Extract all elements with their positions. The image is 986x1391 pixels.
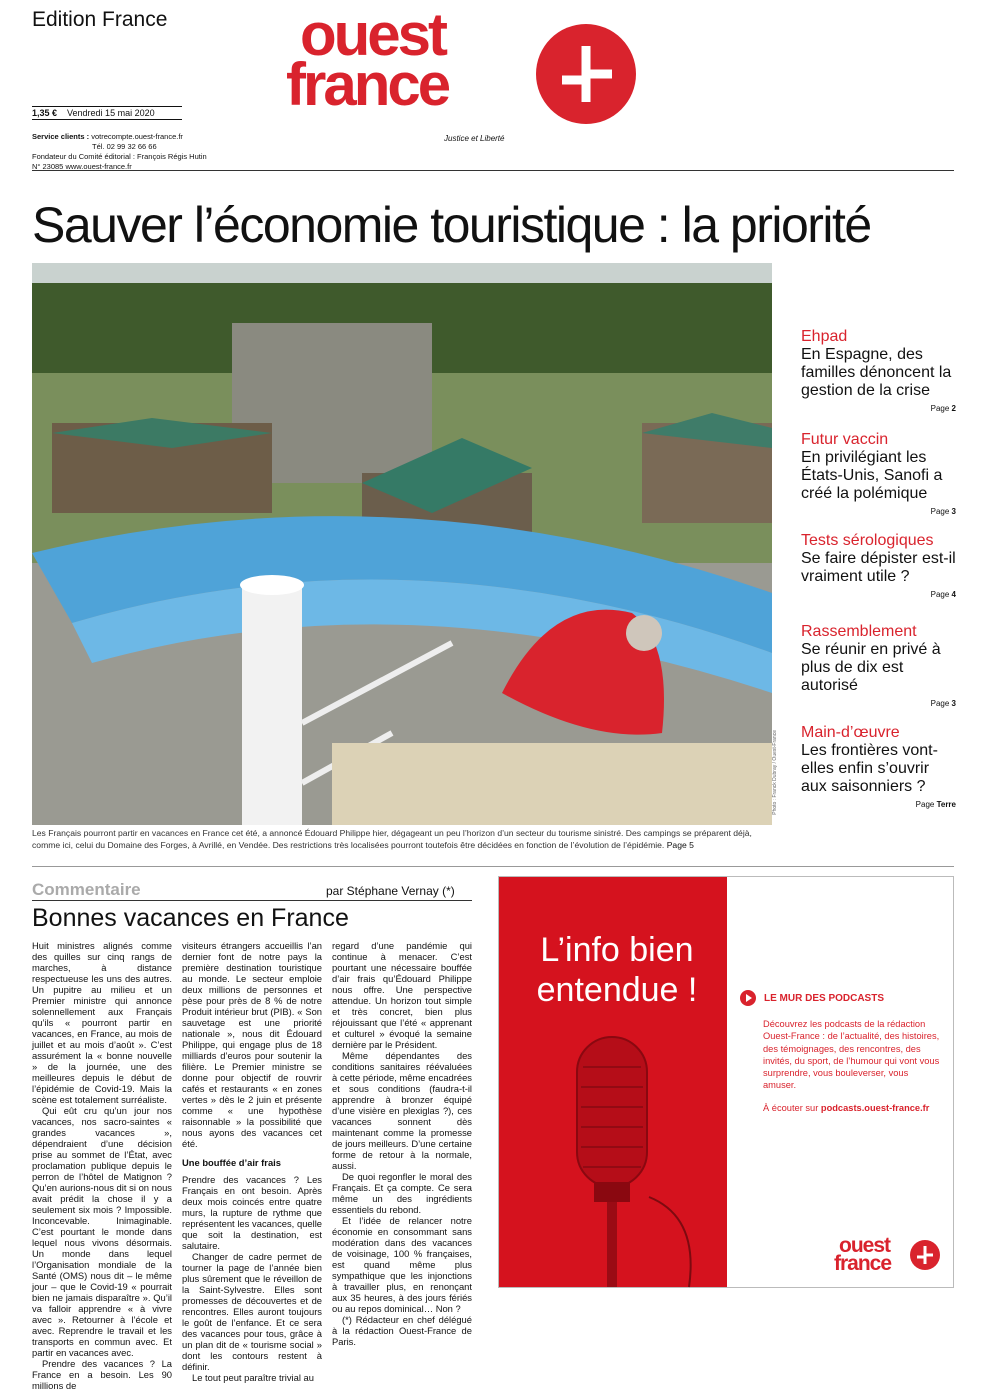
teaser-futur-vaccin[interactable] bbox=[801, 431, 956, 516]
ad-heading: LE MUR DES PODCASTS bbox=[764, 993, 885, 1004]
motto: Justice et Liberté bbox=[444, 134, 505, 143]
ad-cta-prefix: À écouter sur bbox=[763, 1102, 819, 1113]
issue-date: Vendredi 15 mai 2020 bbox=[67, 108, 155, 118]
lead-photo[interactable] bbox=[32, 263, 772, 825]
teaser-page: Page 2 bbox=[930, 404, 956, 413]
main-headline[interactable]: Sauver l’économie touristique : la priorité bbox=[32, 197, 871, 253]
teaser-rassemblement[interactable] bbox=[801, 623, 956, 708]
service-url[interactable]: votrecompte.ouest-france.fr bbox=[91, 132, 183, 141]
issue-number: N° 23085 www.ouest-france.fr bbox=[32, 162, 132, 171]
commentary-byline: par Stéphane Vernay (*) bbox=[326, 884, 455, 898]
commentary-subhead: Une bouffée d’air frais bbox=[182, 1157, 281, 1168]
photo-credit: Photo : Franck Dubray / Ouest-France bbox=[772, 730, 778, 815]
paragraph: Le tout peut paraître trivial au bbox=[192, 1372, 314, 1383]
commentary-title[interactable]: Bonnes vacances en France bbox=[32, 904, 349, 932]
section-divider bbox=[32, 866, 954, 867]
ad-logo-circle-icon bbox=[910, 1240, 940, 1270]
teaser-page: Page 3 bbox=[930, 507, 956, 516]
teaser-kicker: Rassemblement bbox=[801, 623, 917, 640]
paragraph: Huit ministres alignés comme des quilles sur cinq rangs de marches, à distance respectueuse les uns des autres. Un pupitre au milieu et un Premier ministre qui annonce solennellement aux Français qu’ils « pourront partir en vacances, en France, au mois de juillet et au mois d’août ». C’est assurément la « bonne nouvelle » de la journée, une des meilleures depuis le début de l’épidémie de Covid-19. Mais la scène est totalement surréaliste. bbox=[32, 940, 172, 1105]
paragraph: Changer de cadre permet de tourner la page de l’année bien plus sûrement que le réveillon de la Saint-Sylvestre. Elles sont promesses de découvertes et de rencontres. Elles auront toujours le goût de l’enfance. Et ce sera des vacances pour tous, grâce à un plan dit de « tourisme social » dont les contours restent à définir. bbox=[182, 1251, 322, 1372]
price-date-line bbox=[32, 106, 182, 120]
teaser-title: Les frontières vont-elles enfin s’ouvrir aux saisonniers ? bbox=[801, 742, 938, 795]
caption-page-ref[interactable]: Page 5 bbox=[666, 840, 694, 850]
ad-logo-ouest: ouest bbox=[839, 1234, 891, 1257]
ad-cta-link[interactable]: podcasts.ouest-france.fr bbox=[820, 1102, 930, 1113]
teaser-title: Se faire dépister est-il vraiment utile ? bbox=[801, 550, 956, 585]
ad-slogan: L’info bien entendue ! bbox=[536, 931, 698, 1009]
teaser-kicker: Tests sérologiques bbox=[801, 532, 934, 549]
teaser-main-oeuvre[interactable] bbox=[801, 724, 956, 809]
price: 1,35 € bbox=[32, 108, 58, 118]
service-label: Service clients : bbox=[32, 132, 90, 141]
teaser-kicker: Ehpad bbox=[801, 328, 848, 345]
paragraph: visiteurs étrangers accueillis l’an dernier font de notre pays la première destination touristique au monde. Le secteur emploie deux millions de personnes et pèse pour près de 8 % de notre Produit intérieur brut (PIB). « Son sauvetage est une priorité nationale », nous dit Édouard Philippe, qui engage plus de 18 milliards d’euros pour soutenir la filière. Le Premier ministre se donne pour objectif de rouvrir cafés et restaurants « en zones vertes » dès le 2 juin et présente comme « une hypothèse raisonnable » la possibilité que nous ayons des vacances cet été. bbox=[182, 940, 322, 1149]
teaser-kicker: Main-d’œuvre bbox=[801, 724, 900, 741]
masthead-divider bbox=[32, 170, 954, 171]
teaser-title: Se réunir en privé à plus de dix est autorisé bbox=[801, 641, 941, 694]
teaser-ehpad[interactable] bbox=[801, 328, 956, 413]
commentary-kicker: Commentaire bbox=[32, 880, 141, 899]
teaser-title: En privilégiant les États-Unis, Sanofi a créé la polémique bbox=[801, 449, 943, 502]
commentary-divider bbox=[32, 900, 472, 901]
service-info bbox=[32, 132, 252, 172]
logo-circle-icon bbox=[536, 24, 636, 124]
caption-text: Les Français pourront partir en vacances en France cet été, a annoncé Édouard Philippe hier, dégageant un peu l’horizon d’un secteur du tourisme sinistré. Des campings se préparent déjà, comme ici, celui du Domaine des Forges, à Avrillé, en Vendée. Des restrictions très localisées pourront toutefois être décidées en fonction de l’évolution de l’épidémie. bbox=[32, 828, 752, 850]
commentary-column-2 bbox=[182, 940, 322, 1383]
teaser-page: Page 4 bbox=[930, 590, 956, 599]
photo-caption bbox=[32, 827, 772, 851]
paragraph: regard d’une pandémie qui continue à menacer. C’est pourtant une nécessaire bouffée d’air frais qu’Édouard Philippe nous offre. Une perspective attendue. Un horizon tout simple et très concret, bien plus réjouissant que l’été « apprenant et culturel » évoqué la semaine dernière par le Président. bbox=[332, 940, 472, 1050]
play-icon[interactable] bbox=[740, 990, 756, 1006]
teaser-tests[interactable] bbox=[801, 532, 956, 599]
teaser-kicker: Futur vaccin bbox=[801, 431, 889, 448]
logo-france[interactable]: france bbox=[286, 51, 449, 118]
paragraph: Qui eût cru qu’un jour nos vacances, nos sacro-saintes « grandes vacances », dépendraient d’une décision prise au sommet de l’État, avec proclamation publique depuis le perron de l’hôtel de Matignon ? Qu’en aurions-nous dit si on nous avait prédit la chose il y a seulement six mois ? Impossible. Inconcevable. Inimaginable. C’est pourtant le monde dans lequel nous vivons désormais. Un monde dans lequel l’Organisation mondiale de la Santé (OMS) nous dit – le même jour – que le Covid-19 « pourrait bien ne jamais disparaître ». Qu’il va falloir apprendre « à vivre avec ». Retourner à l’école et avec. Reprendre le travail et les transports en commun avec. Et partir en vacances avec. bbox=[32, 1105, 172, 1358]
teaser-page: Page 3 bbox=[930, 699, 956, 708]
paragraph: Même dépendantes des conditions sanitaires réévaluées à cette période, même encadrées et sous conditions (faudra-t-il apprendre à bronzer équipé d’une visière en plexiglas ?), ces vacances sonnent dès maintenant comme la promesse de jours meilleurs. D’une certaine forme de retour à la normale, aussi. bbox=[332, 1050, 472, 1171]
service-tel: Tél. 02 99 32 66 66 bbox=[92, 142, 157, 151]
paragraph: Prendre des vacances ? Les Français en ont besoin. Après deux mois coincés entre quatre murs, la rupture de rythme que représentent les vacances, quelle que soit la destination, est salutaire. bbox=[182, 1174, 322, 1251]
teaser-page: Page Terre bbox=[915, 800, 956, 809]
ad-logo-france: france bbox=[834, 1252, 892, 1275]
footnote: (*) Rédacteur en chef délégué à la rédaction Ouest-France de Paris. bbox=[332, 1314, 472, 1347]
logo-ouest[interactable]: ouest bbox=[300, 1, 446, 68]
ad-body-text: Découvrez les podcasts de la rédaction Ouest-France : de l’actualité, des histoires, des témoignages, des rencontres, des invités, du sport, de l’humour qui vont vous surprendre, vous bouleverser, vous amuser. bbox=[763, 1019, 940, 1091]
teaser-title: En Espagne, des familles dénoncent la gestion de la crise bbox=[801, 346, 952, 399]
commentary-column-3 bbox=[332, 940, 472, 1347]
ad-body bbox=[763, 1018, 943, 1114]
paragraph: De quoi regonfler le moral des Français. Et ça compte. Ce sera même un des ingrédients essentiels du rebond. bbox=[332, 1171, 472, 1215]
founder-line: Fondateur du Comité éditorial : François Régis Hutin bbox=[32, 152, 207, 161]
commentary-column-1 bbox=[32, 940, 172, 1391]
paragraph: Prendre des vacances ? La France en a besoin. Les 90 millions de bbox=[32, 1358, 172, 1391]
edition-label: Edition France bbox=[32, 8, 168, 31]
ad-cta bbox=[763, 1102, 943, 1114]
paragraph: Et l’idée de relancer notre économie en consommant sans modération dans des vacances de voisinage, 100 % françaises, est quand même plus sympathique que les injonctions à travailler plus, en renonçant aux 35 heures, à des jours fériés ou au repos dominical… Non ? bbox=[332, 1215, 472, 1314]
